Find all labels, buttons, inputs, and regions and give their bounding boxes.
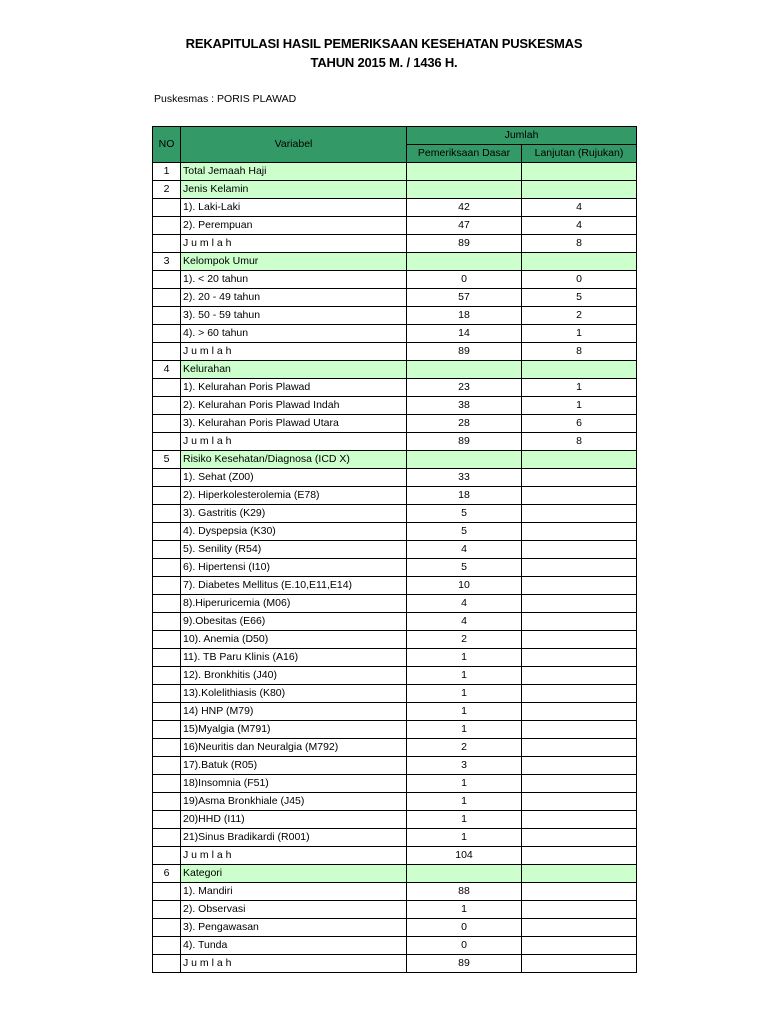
- row-pemeriksaan-dasar: 47: [407, 217, 522, 235]
- row-lanjutan: 5: [522, 289, 637, 307]
- row-label: 5). Senility (R54): [181, 541, 407, 559]
- row-no: [153, 955, 181, 973]
- row-lanjutan: [522, 631, 637, 649]
- row-pemeriksaan-dasar: 0: [407, 919, 522, 937]
- row-no: [153, 271, 181, 289]
- row-label: 4). > 60 tahun: [181, 325, 407, 343]
- table-row: [153, 289, 637, 307]
- row-lanjutan: [522, 649, 637, 667]
- row-lanjutan: [522, 595, 637, 613]
- table-row: [153, 649, 637, 667]
- row-lanjutan: 6: [522, 415, 637, 433]
- row-no: 1: [153, 163, 181, 181]
- row-pemeriksaan-dasar: 18: [407, 307, 522, 325]
- row-no: [153, 505, 181, 523]
- table-row: [153, 667, 637, 685]
- table-row: [153, 631, 637, 649]
- row-no: [153, 937, 181, 955]
- row-label: Jenis Kelamin: [181, 181, 407, 199]
- row-label: 1). Sehat (Z00): [181, 469, 407, 487]
- row-label: J u m l a h: [181, 343, 407, 361]
- row-no: 6: [153, 865, 181, 883]
- row-lanjutan: [522, 847, 637, 865]
- row-label: Kelompok Umur: [181, 253, 407, 271]
- row-pemeriksaan-dasar: 4: [407, 541, 522, 559]
- row-no: [153, 811, 181, 829]
- section-row: [153, 865, 637, 883]
- row-lanjutan: [522, 577, 637, 595]
- row-pemeriksaan-dasar: 1: [407, 793, 522, 811]
- row-lanjutan: [522, 469, 637, 487]
- row-pemeriksaan-dasar: 1: [407, 649, 522, 667]
- row-pemeriksaan-dasar: 1: [407, 775, 522, 793]
- row-lanjutan: [522, 721, 637, 739]
- row-lanjutan: [522, 703, 637, 721]
- row-lanjutan: [522, 523, 637, 541]
- table-row: [153, 559, 637, 577]
- row-label: Kategori: [181, 865, 407, 883]
- row-pemeriksaan-dasar: [407, 361, 522, 379]
- row-pemeriksaan-dasar: 57: [407, 289, 522, 307]
- row-lanjutan: 1: [522, 397, 637, 415]
- row-pemeriksaan-dasar: 4: [407, 595, 522, 613]
- row-label: 1). Kelurahan Poris Plawad: [181, 379, 407, 397]
- row-label: 2). Observasi: [181, 901, 407, 919]
- row-no: [153, 631, 181, 649]
- row-lanjutan: [522, 865, 637, 883]
- header-variabel: Variabel: [181, 127, 407, 163]
- row-pemeriksaan-dasar: 1: [407, 811, 522, 829]
- row-pemeriksaan-dasar: 14: [407, 325, 522, 343]
- row-label: 4). Dyspepsia (K30): [181, 523, 407, 541]
- row-no: [153, 847, 181, 865]
- table-row: [153, 307, 637, 325]
- table-row: [153, 235, 637, 253]
- row-lanjutan: [522, 505, 637, 523]
- row-pemeriksaan-dasar: 0: [407, 271, 522, 289]
- row-pemeriksaan-dasar: 5: [407, 523, 522, 541]
- row-label: 3). Gastritis (K29): [181, 505, 407, 523]
- row-label: 2). Hiperkolesterolemia (E78): [181, 487, 407, 505]
- row-no: [153, 613, 181, 631]
- row-no: [153, 217, 181, 235]
- row-pemeriksaan-dasar: 89: [407, 955, 522, 973]
- row-no: 3: [153, 253, 181, 271]
- table-row: [153, 955, 637, 973]
- table-row: [153, 415, 637, 433]
- row-label: 12). Bronkhitis (J40): [181, 667, 407, 685]
- row-label: Total Jemaah Haji: [181, 163, 407, 181]
- row-lanjutan: [522, 955, 637, 973]
- row-no: [153, 343, 181, 361]
- row-no: [153, 325, 181, 343]
- row-no: [153, 685, 181, 703]
- row-no: [153, 469, 181, 487]
- row-pemeriksaan-dasar: 1: [407, 829, 522, 847]
- row-pemeriksaan-dasar: 88: [407, 883, 522, 901]
- row-no: [153, 379, 181, 397]
- row-label: 14) HNP (M79): [181, 703, 407, 721]
- table-row: [153, 721, 637, 739]
- row-no: [153, 397, 181, 415]
- table-row: [153, 199, 637, 217]
- row-label: 4). Tunda: [181, 937, 407, 955]
- row-label: Kelurahan: [181, 361, 407, 379]
- table-row: [153, 271, 637, 289]
- row-pemeriksaan-dasar: 23: [407, 379, 522, 397]
- row-lanjutan: [522, 775, 637, 793]
- table-row: [153, 379, 637, 397]
- row-pemeriksaan-dasar: 10: [407, 577, 522, 595]
- row-no: [153, 199, 181, 217]
- row-lanjutan: [522, 793, 637, 811]
- row-pemeriksaan-dasar: [407, 865, 522, 883]
- table-row: [153, 739, 637, 757]
- table-row: [153, 829, 637, 847]
- row-pemeriksaan-dasar: 5: [407, 559, 522, 577]
- row-lanjutan: [522, 685, 637, 703]
- row-no: [153, 523, 181, 541]
- row-label: 1). Laki-Laki: [181, 199, 407, 217]
- row-lanjutan: 8: [522, 433, 637, 451]
- table-row: [153, 883, 637, 901]
- header-lanjutan: Lanjutan (Rujukan): [522, 145, 637, 163]
- row-label: 2). Kelurahan Poris Plawad Indah: [181, 397, 407, 415]
- row-pemeriksaan-dasar: 1: [407, 901, 522, 919]
- row-lanjutan: 8: [522, 235, 637, 253]
- row-pemeriksaan-dasar: 89: [407, 343, 522, 361]
- row-label: 13).Kolelithiasis (K80): [181, 685, 407, 703]
- row-pemeriksaan-dasar: 89: [407, 433, 522, 451]
- row-no: [153, 235, 181, 253]
- row-label: 15)Myalgia (M791): [181, 721, 407, 739]
- table-row: [153, 685, 637, 703]
- table-row: [153, 919, 637, 937]
- row-label: 3). Kelurahan Poris Plawad Utara: [181, 415, 407, 433]
- row-no: [153, 793, 181, 811]
- row-lanjutan: [522, 811, 637, 829]
- row-no: [153, 775, 181, 793]
- section-row: [153, 181, 637, 199]
- row-pemeriksaan-dasar: [407, 253, 522, 271]
- row-label: J u m l a h: [181, 235, 407, 253]
- table-row: [153, 793, 637, 811]
- row-pemeriksaan-dasar: 2: [407, 739, 522, 757]
- row-no: 5: [153, 451, 181, 469]
- header-jumlah: Jumlah: [407, 127, 637, 145]
- document-title: REKAPITULASI HASIL PEMERIKSAAN KESEHATAN PUSKESMAS: [185, 36, 583, 51]
- row-label: J u m l a h: [181, 433, 407, 451]
- row-label: 20)HHD (I11): [181, 811, 407, 829]
- table-row: [153, 523, 637, 541]
- row-pemeriksaan-dasar: 1: [407, 667, 522, 685]
- row-label: 6). Hipertensi (I10): [181, 559, 407, 577]
- row-pemeriksaan-dasar: 2: [407, 631, 522, 649]
- table-row: [153, 757, 637, 775]
- row-lanjutan: [522, 919, 637, 937]
- row-no: [153, 307, 181, 325]
- row-lanjutan: [522, 541, 637, 559]
- table-row: [153, 505, 637, 523]
- row-label: 3). Pengawasan: [181, 919, 407, 937]
- table-row: [153, 433, 637, 451]
- row-no: [153, 721, 181, 739]
- table-row: [153, 775, 637, 793]
- row-lanjutan: [522, 739, 637, 757]
- row-pemeriksaan-dasar: 1: [407, 721, 522, 739]
- row-pemeriksaan-dasar: 4: [407, 613, 522, 631]
- row-label: 21)Sinus Bradikardi (R001): [181, 829, 407, 847]
- row-label: 18)Insomnia (F51): [181, 775, 407, 793]
- table-row: [153, 595, 637, 613]
- row-pemeriksaan-dasar: 5: [407, 505, 522, 523]
- table-body: [153, 163, 637, 973]
- row-lanjutan: [522, 937, 637, 955]
- row-lanjutan: 0: [522, 271, 637, 289]
- row-label: 19)Asma Bronkhiale (J45): [181, 793, 407, 811]
- row-pemeriksaan-dasar: 38: [407, 397, 522, 415]
- row-no: [153, 487, 181, 505]
- table-row: [153, 811, 637, 829]
- row-pemeriksaan-dasar: 1: [407, 685, 522, 703]
- row-pemeriksaan-dasar: 18: [407, 487, 522, 505]
- row-lanjutan: [522, 883, 637, 901]
- row-pemeriksaan-dasar: 104: [407, 847, 522, 865]
- row-label: 11). TB Paru Klinis (A16): [181, 649, 407, 667]
- table-row: [153, 217, 637, 235]
- row-lanjutan: [522, 613, 637, 631]
- table-row: [153, 469, 637, 487]
- row-no: 4: [153, 361, 181, 379]
- row-lanjutan: 2: [522, 307, 637, 325]
- table-row: [153, 937, 637, 955]
- table-row: [153, 703, 637, 721]
- row-pemeriksaan-dasar: 42: [407, 199, 522, 217]
- row-label: 16)Neuritis dan Neuralgia (M792): [181, 739, 407, 757]
- table-row: [153, 397, 637, 415]
- row-no: [153, 595, 181, 613]
- row-lanjutan: 1: [522, 379, 637, 397]
- puskesmas-label: Puskesmas : PORIS PLAWAD: [154, 93, 297, 105]
- section-row: [153, 451, 637, 469]
- table-row: [153, 613, 637, 631]
- table-row: [153, 487, 637, 505]
- row-no: [153, 289, 181, 307]
- row-label: 3). 50 - 59 tahun: [181, 307, 407, 325]
- table-row: [153, 847, 637, 865]
- row-lanjutan: [522, 181, 637, 199]
- row-no: [153, 919, 181, 937]
- table-row: [153, 901, 637, 919]
- section-row: [153, 361, 637, 379]
- row-no: [153, 577, 181, 595]
- row-no: [153, 649, 181, 667]
- table-row: [153, 541, 637, 559]
- row-lanjutan: [522, 559, 637, 577]
- row-no: [153, 829, 181, 847]
- row-lanjutan: [522, 901, 637, 919]
- row-pemeriksaan-dasar: [407, 181, 522, 199]
- row-pemeriksaan-dasar: 33: [407, 469, 522, 487]
- section-row: [153, 253, 637, 271]
- row-lanjutan: 8: [522, 343, 637, 361]
- row-label: 8).Hiperuricemia (M06): [181, 595, 407, 613]
- row-lanjutan: [522, 451, 637, 469]
- row-lanjutan: [522, 361, 637, 379]
- row-lanjutan: [522, 667, 637, 685]
- row-no: [153, 667, 181, 685]
- row-label: 7). Diabetes Mellitus (E.10,E11,E14): [181, 577, 407, 595]
- row-pemeriksaan-dasar: 0: [407, 937, 522, 955]
- table-row: [153, 343, 637, 361]
- rekap-table: [152, 126, 637, 973]
- row-pemeriksaan-dasar: 28: [407, 415, 522, 433]
- row-lanjutan: [522, 487, 637, 505]
- document-subtitle: TAHUN 2015 M. / 1436 H.: [310, 55, 458, 70]
- row-lanjutan: [522, 163, 637, 181]
- row-lanjutan: [522, 757, 637, 775]
- row-label: 2). 20 - 49 tahun: [181, 289, 407, 307]
- row-label: Risiko Kesehatan/Diagnosa (ICD X): [181, 451, 407, 469]
- header-pemeriksaan-dasar: Pemeriksaan Dasar: [407, 145, 522, 163]
- row-no: [153, 757, 181, 775]
- row-no: [153, 541, 181, 559]
- row-label: 9).Obesitas (E66): [181, 613, 407, 631]
- row-no: [153, 433, 181, 451]
- table-row: [153, 325, 637, 343]
- header-no: NO: [153, 127, 181, 163]
- row-no: [153, 883, 181, 901]
- row-lanjutan: 1: [522, 325, 637, 343]
- row-no: [153, 703, 181, 721]
- row-no: [153, 415, 181, 433]
- row-pemeriksaan-dasar: 3: [407, 757, 522, 775]
- row-lanjutan: [522, 829, 637, 847]
- row-lanjutan: 4: [522, 217, 637, 235]
- section-row: [153, 163, 637, 181]
- row-label: J u m l a h: [181, 847, 407, 865]
- row-lanjutan: [522, 253, 637, 271]
- row-label: 2). Perempuan: [181, 217, 407, 235]
- row-no: [153, 559, 181, 577]
- row-pemeriksaan-dasar: 89: [407, 235, 522, 253]
- row-no: [153, 901, 181, 919]
- row-lanjutan: 4: [522, 199, 637, 217]
- row-no: 2: [153, 181, 181, 199]
- row-label: 10). Anemia (D50): [181, 631, 407, 649]
- row-label: 1). < 20 tahun: [181, 271, 407, 289]
- row-label: 1). Mandiri: [181, 883, 407, 901]
- row-pemeriksaan-dasar: [407, 451, 522, 469]
- row-pemeriksaan-dasar: 1: [407, 703, 522, 721]
- row-no: [153, 739, 181, 757]
- row-label: 17).Batuk (R05): [181, 757, 407, 775]
- row-pemeriksaan-dasar: [407, 163, 522, 181]
- row-label: J u m l a h: [181, 955, 407, 973]
- table-row: [153, 577, 637, 595]
